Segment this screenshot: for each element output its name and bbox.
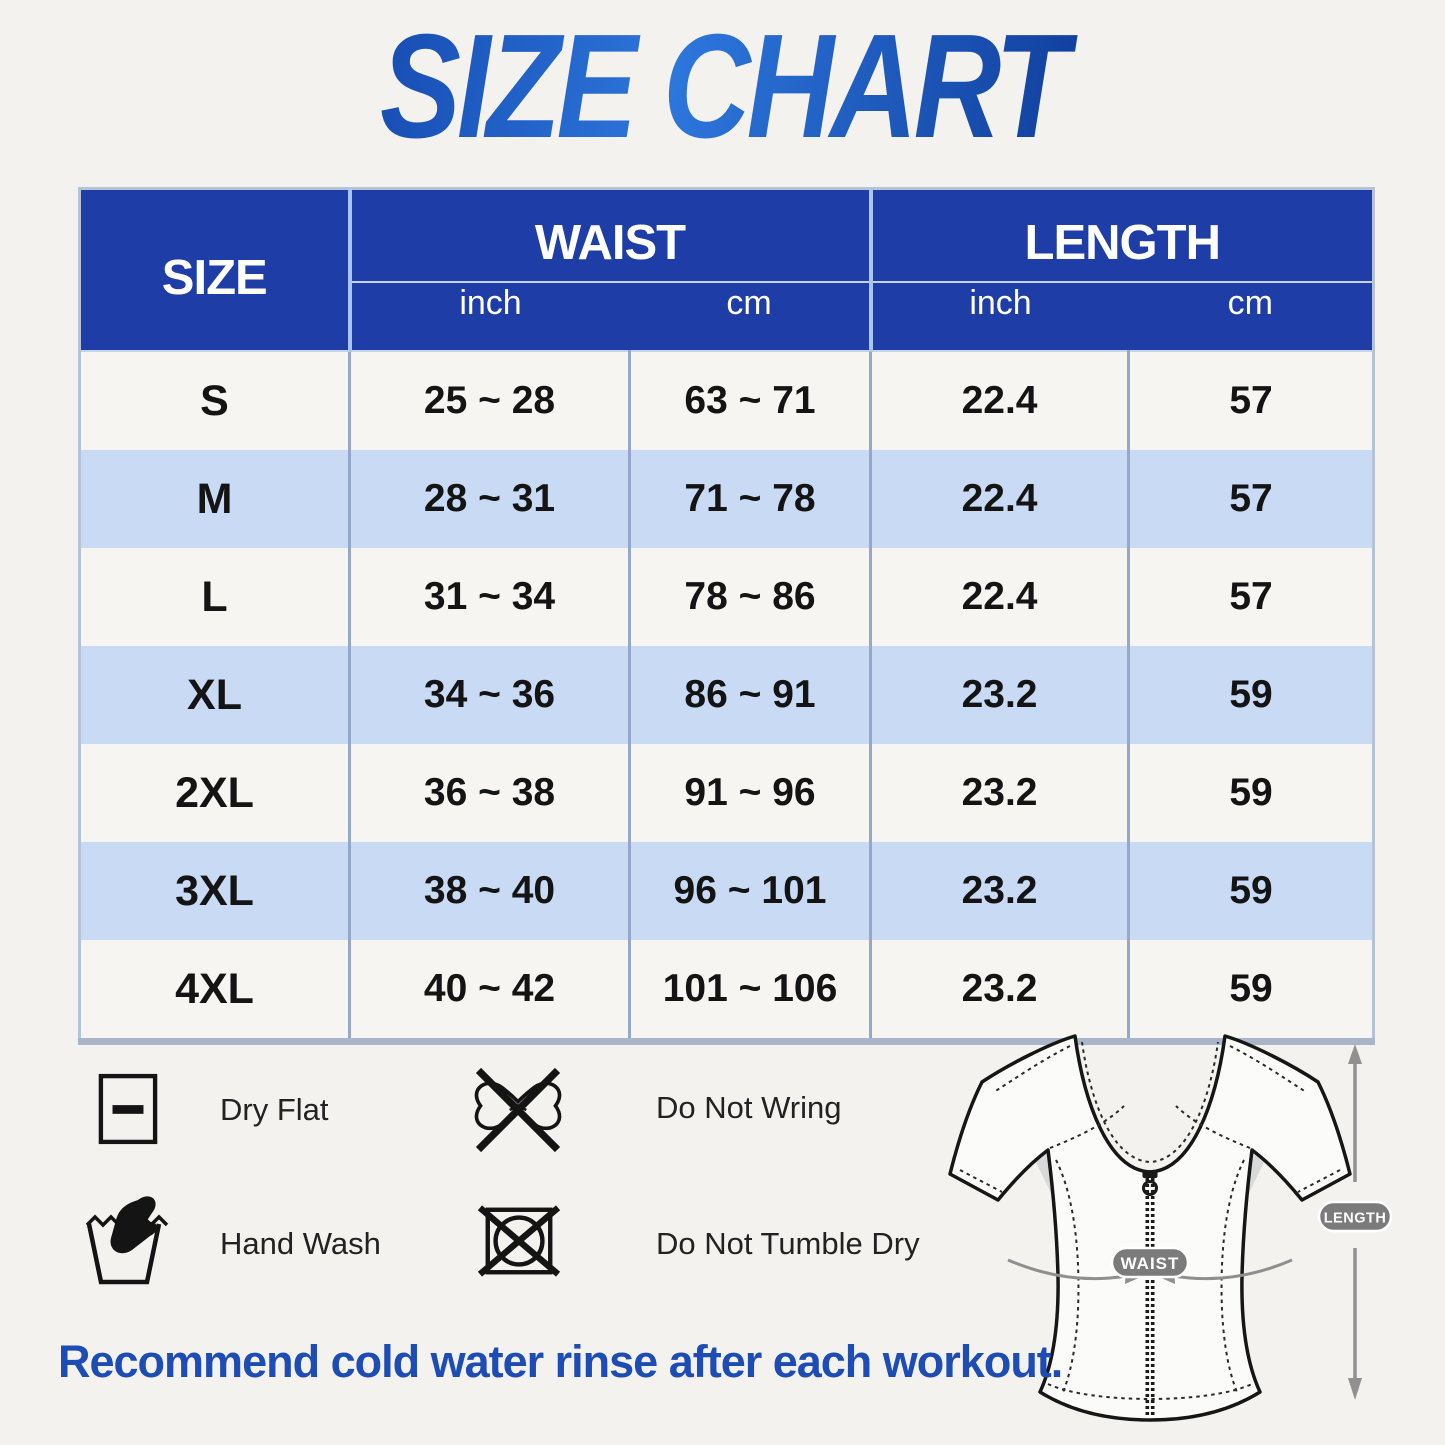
cell-length-cm: 59	[1129, 842, 1374, 940]
cell-length-cm: 59	[1129, 646, 1374, 744]
dry-flat-label: Dry Flat	[220, 1092, 329, 1127]
col-header-size: SIZE	[80, 189, 350, 352]
size-table-body	[80, 351, 1374, 1042]
cell-waist-inch: 31 ~ 34	[350, 548, 630, 646]
do-not-tumble-dry-icon	[478, 1198, 560, 1284]
unit-waist-cm: cm	[630, 282, 871, 351]
cell-length-inch: 22.4	[871, 351, 1129, 450]
cell-length-cm: 59	[1129, 744, 1374, 842]
cell-waist-cm: 91 ~ 96	[630, 744, 871, 842]
cell-waist-cm: 63 ~ 71	[630, 351, 871, 450]
cell-waist-inch: 34 ~ 36	[350, 646, 630, 744]
cell-size: M	[196, 474, 233, 523]
cell-length-inch: 23.2	[871, 646, 1129, 744]
cell-waist-cm: 78 ~ 86	[630, 548, 871, 646]
page-title: SIZE CHART	[130, 2, 1315, 172]
table-row-l	[80, 548, 1374, 646]
svg-text:WAIST: WAIST	[1120, 1254, 1180, 1273]
cell-length-inch: 23.2	[871, 940, 1129, 1042]
table-row-3xl	[80, 842, 1374, 940]
do-not-wring-label: Do Not Wring	[656, 1090, 842, 1125]
table-row-m	[80, 450, 1374, 548]
footer-note: Recommend cold water rinse after each workout.	[58, 1336, 1063, 1387]
cell-waist-inch: 25 ~ 28	[350, 351, 630, 450]
zipper-stop	[1143, 1170, 1158, 1178]
table-row-xl	[80, 646, 1374, 744]
col-header-waist: WAIST	[350, 189, 871, 283]
cell-length-inch: 22.4	[871, 450, 1129, 548]
table-row-2xl	[80, 744, 1374, 842]
cell-size: 3XL	[175, 866, 254, 915]
hand-wash-icon	[86, 1192, 170, 1288]
dry-flat-icon	[98, 1072, 158, 1146]
cell-size: S	[200, 376, 229, 425]
cell-waist-cm: 101 ~ 106	[630, 940, 871, 1042]
cell-waist-cm: 96 ~ 101	[630, 842, 871, 940]
hand-wash-label: Hand Wash	[220, 1226, 381, 1261]
unit-waist-inch: inch	[350, 282, 630, 351]
unit-length-inch: inch	[871, 282, 1129, 351]
cell-size: 4XL	[175, 964, 254, 1013]
cell-length-cm: 59	[1129, 940, 1374, 1042]
cell-length-inch: 22.4	[871, 548, 1129, 646]
size-table	[78, 187, 1375, 1045]
cell-waist-cm: 71 ~ 78	[630, 450, 871, 548]
cell-length-cm: 57	[1129, 548, 1374, 646]
cell-size: L	[201, 572, 228, 621]
cell-length-inch: 23.2	[871, 744, 1129, 842]
do-not-wring-icon	[466, 1066, 570, 1154]
svg-text:LENGTH: LENGTH	[1323, 1210, 1387, 1227]
cell-length-cm: 57	[1129, 450, 1374, 548]
do-not-tumble-dry-label: Do Not Tumble Dry	[656, 1226, 920, 1261]
waist-badge	[1112, 1248, 1188, 1277]
table-row-s	[80, 351, 1374, 450]
cell-size: 2XL	[175, 768, 254, 817]
cell-waist-inch: 28 ~ 31	[350, 450, 630, 548]
cell-length-inch: 23.2	[871, 842, 1129, 940]
size-table-header	[80, 189, 1374, 352]
length-badge	[1319, 1202, 1391, 1231]
header-row-main	[80, 189, 1374, 283]
col-header-length: LENGTH	[871, 189, 1374, 283]
cell-size: XL	[187, 670, 242, 719]
cell-waist-inch: 38 ~ 40	[350, 842, 630, 940]
unit-length-cm: cm	[1129, 282, 1374, 351]
cell-waist-cm: 86 ~ 91	[630, 646, 871, 744]
cell-length-cm: 57	[1129, 351, 1374, 450]
cell-waist-inch: 36 ~ 38	[350, 744, 630, 842]
cell-waist-inch: 40 ~ 42	[350, 940, 630, 1042]
